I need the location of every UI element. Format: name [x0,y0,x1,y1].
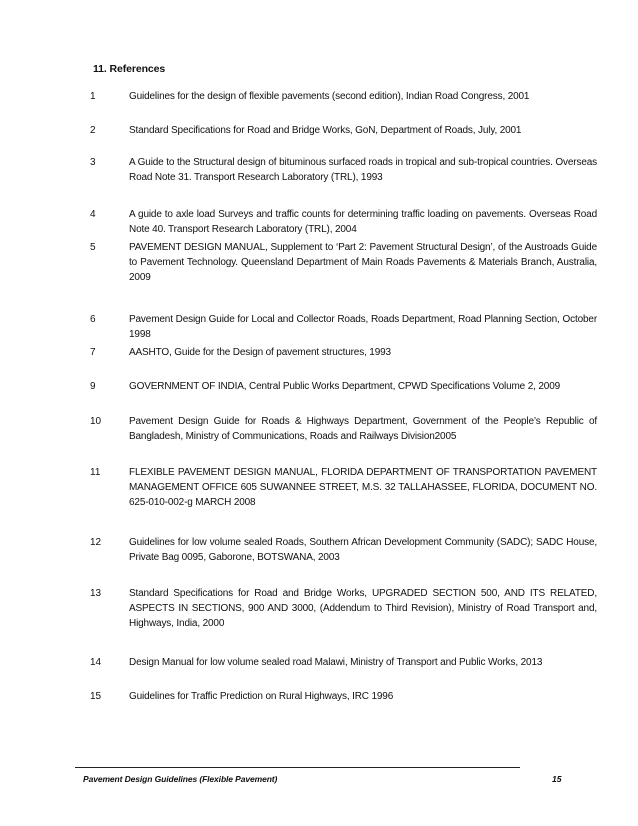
reference-number: 13 [90,588,102,599]
footer-divider [75,767,520,768]
reference-text: A Guide to the Structural design of bituminous surfaced roads in tropical and sub-tropical countries. Overseas Road Note 31. Transport Research Laboratory (TRL), 1993 [129,157,597,183]
reference-number: 1 [90,91,96,102]
reference-number: 14 [90,657,102,668]
reference-text: Pavement Design Guide for Local and Collector Roads, Roads Department, Road Planning Section, October 1998 [129,314,597,340]
page-number: 15 [552,774,562,784]
reference-number: 6 [90,314,96,325]
reference-number: 11 [90,467,101,478]
reference-text: Standard Specifications for Road and Bridge Works, UPGRADED SECTION 500, AND ITS RELATED, ASPECTS IN SECTIONS, 900 AND 3000, (Addendum to Third Revision), Ministry of Road Transport and, Highways, India, 2000 [129,588,597,629]
reference-text: Pavement Design Guide for Roads & Highways Department, Government of the People’s Republic of Bangladesh, Ministry of Communications, Roads and Railways Division2005 [129,416,597,442]
reference-text: A guide to axle load Surveys and traffic counts for determining traffic loading on pavements. Overseas Road Note 40. Transport Research Laboratory (TRL), 2004 [129,209,597,235]
reference-number: 15 [90,691,102,702]
reference-text: Guidelines for Traffic Prediction on Rural Highways, IRC 1996 [129,691,394,702]
reference-number: 2 [90,125,96,136]
reference-number: 12 [90,537,102,548]
footer-title: Pavement Design Guidelines (Flexible Pavement) [83,774,278,784]
reference-text: FLEXIBLE PAVEMENT DESIGN MANUAL, FLORIDA DEPARTMENT OF TRANSPORTATION PAVEMENT MANAGEMENT OFFICE 605 SUWANNEE STREET, M.S. 32 TALLAHASSEE, FLORIDA, DOCUMENT NO. 625-010-002-g MARCH 2008 [129,467,597,508]
reference-text: PAVEMENT DESIGN MANUAL, Supplement to ‘Part 2: Pavement Structural Design’, of the Austroads Guide to Pavement Technology. Queensland Department of Main Roads Pavements & Materials Branch, Australia, 2009 [129,242,597,283]
reference-number: 9 [90,381,96,392]
reference-number: 4 [90,209,96,220]
reference-number: 3 [90,157,96,168]
section-heading: 11. References [93,63,166,75]
reference-number: 7 [90,347,96,358]
reference-number: 5 [90,242,96,253]
reference-text: Guidelines for low volume sealed Roads, Southern African Development Community (SADC); SADC House, Private Bag 0095, Gaborone, BOTSWANA, 2003 [129,537,597,563]
reference-text: GOVERNMENT OF INDIA, Central Public Works Department, CPWD Specifications Volume 2, 2009 [129,381,561,392]
reference-text: Design Manual for low volume sealed road Malawi, Ministry of Transport and Public Works, 2013 [129,657,543,668]
reference-text: AASHTO, Guide for the Design of pavement structures, 1993 [129,347,391,358]
reference-text: Standard Specifications for Road and Bridge Works, GoN, Department of Roads, July, 2001 [129,125,522,136]
reference-number: 10 [90,416,102,427]
reference-text: Guidelines for the design of flexible pavements (second edition), Indian Road Congress, 2001 [129,91,530,102]
